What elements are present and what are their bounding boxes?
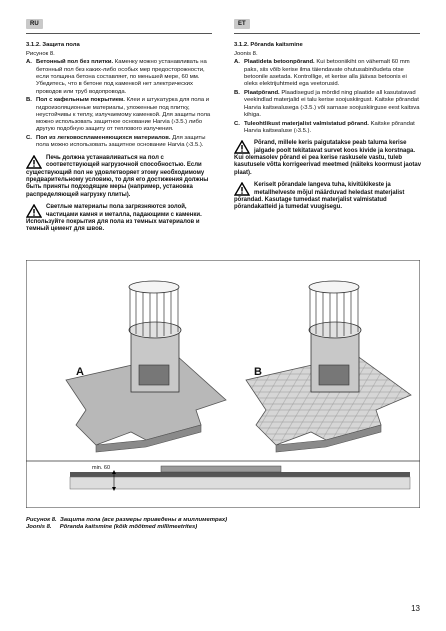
caption-et-text: Põranda kaitsmine (kõik mõõtmed millimeetrites) xyxy=(59,524,198,531)
warning-block xyxy=(26,155,214,199)
item-letter: C. xyxy=(26,135,32,142)
figure-drawing xyxy=(26,260,420,508)
caption-ru-text: Защита пола (все размеры приведены в миллиметрах) xyxy=(59,517,228,523)
item-text: Для защиты пола можно использовать защитное основание Harvia (›3.5.). xyxy=(36,135,206,149)
lang-tab-ru: RU xyxy=(26,19,43,29)
divider-left xyxy=(26,33,212,34)
item-title: Tuleohtlikust materjalist valmistatud põrand. xyxy=(244,120,369,127)
list-item xyxy=(234,121,422,136)
figure-reference: Рисунок 8. xyxy=(26,50,55,57)
figure-reference: Joonis 8. xyxy=(234,50,258,57)
warning-icon xyxy=(234,182,250,196)
warning-icon xyxy=(234,140,250,154)
warning-icon xyxy=(26,155,42,169)
warning-icon xyxy=(26,204,42,218)
item-letter: B. xyxy=(234,89,240,96)
warning-text: Keriselt põrandale langeva tuha, kivitükikeste ja metallhelveste mõjul määrduvad heledast materjalist põrandad. Kasutage tumedast materjalist valmistatud põrandakatteid ja tumedat vuugisegu. xyxy=(234,182,405,211)
floor-protection-figure xyxy=(26,260,420,508)
section-title: 3.1.2. Põranda kaitsmine xyxy=(234,42,303,48)
divider-right xyxy=(234,33,420,34)
item-title: Пол из легковоспламеняющихся материалов. xyxy=(36,135,171,142)
list-item xyxy=(26,59,214,95)
item-title: Plaatideta betoonpõrand. xyxy=(244,59,315,66)
item-text: Каменку можно устанавливать на бетонный пол без каких-либо особых мер предосторожности, если толщина бетона составляет, по меньшей мере, 60 мм. Убедитесь, что в бетоне под каменкой нет электрических проводов или труб водопровода. xyxy=(36,59,207,95)
warning-block xyxy=(234,140,422,177)
warning-text: Печь должна устанавливаться на пол с соответствующей нагрузочной способностью. Если существующий пол не удовлетворяет этому необходимому предварительному условию, то для его достижения должны быть приняты подходящие меры (например, установка распределяющей нагрузку плиты). xyxy=(26,154,209,198)
page-number: 13 xyxy=(411,604,420,613)
warning-block xyxy=(26,204,214,234)
column-et xyxy=(234,42,422,216)
item-text: Kui betooniikiht on vähemalt 60 mm paks, siis võib kerise ilma täiendavate ohutusabinõudeta otse betoonile asetada. Kontrollige, et kerise alla jäävas betoonis ei oleks elektrijuhtmeid ega veetorusid. xyxy=(244,59,410,88)
item-letter: B. xyxy=(26,97,32,104)
caption-et-label: Joonis 8. xyxy=(26,524,52,531)
figure-caption xyxy=(26,517,227,532)
warning-text: Светлые материалы пола загрязняются золой, частицами камня и металла, падающими с каменки. Используйте покрытия для пола из темных материалов и темный цемент для швов. xyxy=(26,204,202,233)
list-item xyxy=(234,59,422,88)
caption-ru-label: Рисунок 8. xyxy=(26,517,57,523)
warning-text: Põrand, millele keris paigutatakse peab taluma kerise jalgade poolt tekitatavat survet koos kivide ja korstnaga. Kui olemasolev põrand ei pea kerise raskusele vastu, tuleb kasutusele võtta korrigeerivad meetmed (näiteks koormust jaotav plaat). xyxy=(234,140,422,176)
item-letter: A. xyxy=(26,59,32,66)
dimension-label: min. 60 xyxy=(92,465,111,471)
list-item xyxy=(26,135,214,150)
list-item xyxy=(234,90,422,119)
figure-label-a: A xyxy=(76,366,84,378)
list-item xyxy=(26,97,214,133)
item-text: Plaadisegud ja mördid ning plaatide all kasutatavad veekindlad materjalid ei talu kerise soojuskiirgust. Kaitske põrandat Harvia kaitsealusega (›3.5.) või sarnase soojuskiirguse eest kaitsva kihiga. xyxy=(244,89,420,118)
warning-block xyxy=(234,182,422,212)
lang-tab-et: ET xyxy=(234,19,250,29)
item-letter: A. xyxy=(234,59,240,66)
section-title: 3.1.2. Защита пола xyxy=(26,42,80,48)
figure-label-b: B xyxy=(254,366,262,378)
item-title: Пол с кафельным покрытием. xyxy=(36,97,125,104)
item-text: Kaitske põrandat Harvia kaitsealuse (›3.5.). xyxy=(244,120,415,134)
item-letter: C. xyxy=(234,120,240,127)
item-title: Plaatpõrand. xyxy=(244,89,280,96)
item-text: Клеи и штукатурка для пола и гидроизоляционные материалы, уложенные под плитку, неустойчивы к теплу, излучаемому каменкой. Для защиты пола можно использовать защитное основание Harvia (›3.5.) либо другую подобную защиту от теплового излучения. xyxy=(36,97,211,133)
item-title: Бетонный пол без плитки. xyxy=(36,59,114,66)
column-ru xyxy=(26,42,214,238)
